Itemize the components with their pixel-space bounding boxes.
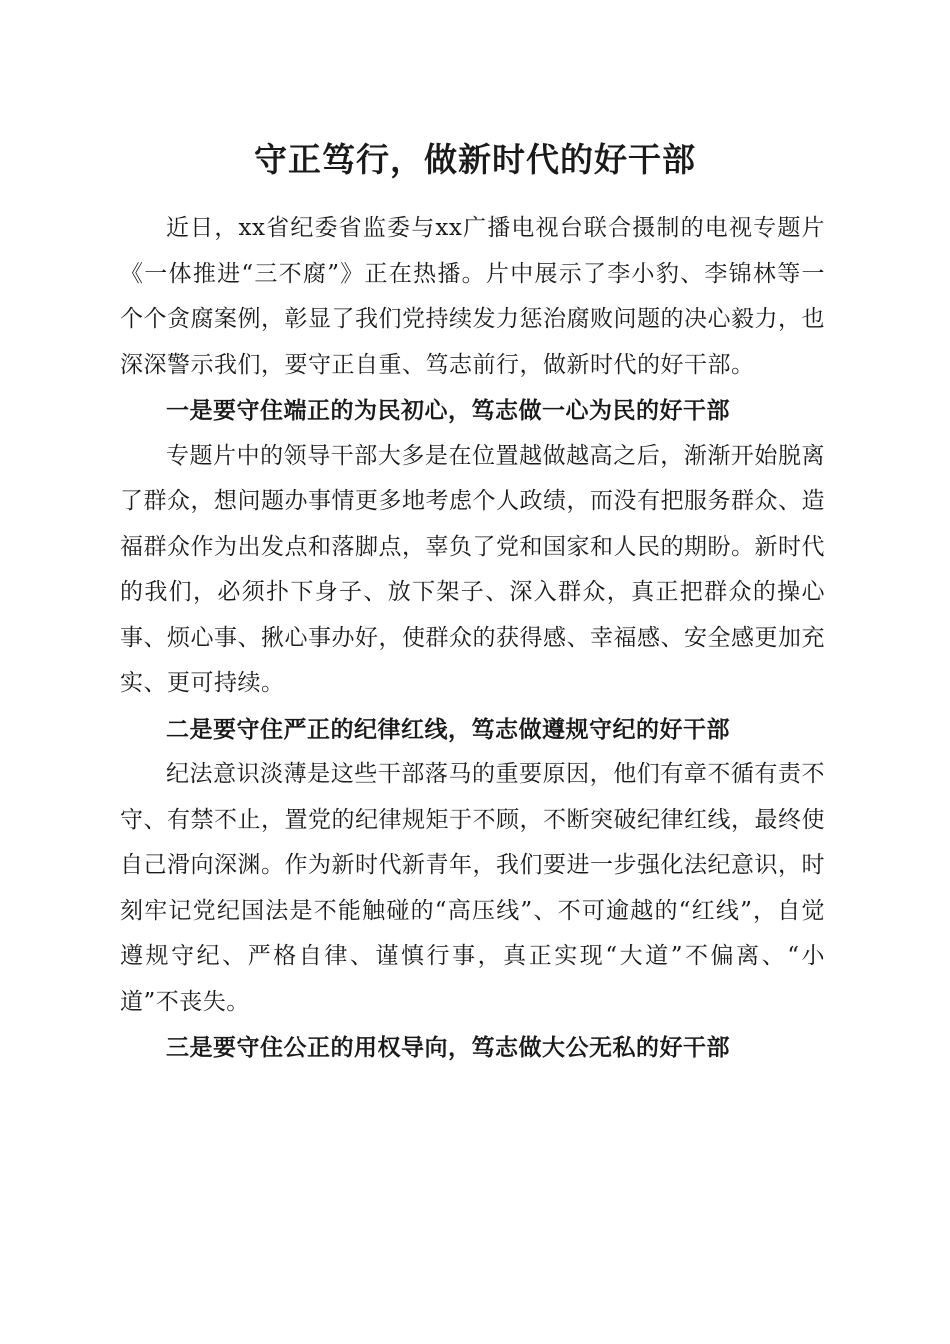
section-body-2: 纪法意识淡薄是这些干部落马的重要原因，他们有章不循有责不守、有禁不止，置党的纪律规矩于不顾，不断突破纪律红线，最终使自己滑向深渊。作为新时代新青年，我们要进一步强化法纪意识，时刻牢记党纪国法是不能触碰的“高压线”、不可逾越的“红线”，自觉遵规守纪、严格自律、谨慎行事，真正实现“大道”不偏离、“小道”不丧失。: [120, 761, 825, 1015]
section-heading-3: 三是要守住公正的用权导向，笃志做大公无私的好干部: [166, 1034, 730, 1061]
section-heading-2: 二是要守住严正的纪律红线，笃志做遵规守纪的好干部: [166, 715, 730, 743]
section-heading-1: 一是要守住端正的为民初心，笃志做一心为民的好干部: [166, 397, 730, 424]
document-body: [120, 206, 825, 1071]
section-body-1: 专题片中的领导干部大多是在位置越做越高之后，渐渐开始脱离了群众，想问题办事情更多地考虑个人政绩，而没有把服务群众、造福群众作为出发点和落脚点，辜负了党和国家和人民的期盼。新时代的我们，必须扑下身子、放下架子、深入群众，真正把群众的操心事、烦心事、揪心事办好，使群众的获得感、幸福感、安全感更加充实、更可持续。: [120, 442, 825, 696]
intro-paragraph: 近日，xx省纪委省监委与xx广播电视台联合摄制的电视专题片《一体推进“三不腐”》正在热播。片中展示了李小豹、李锦林等一个个贪腐案例，彰显了我们党持续发力惩治腐败问题的决心毅力，也深深警示我们，要守正自重、笃志前行，做新时代的好干部。: [120, 215, 825, 378]
document-title: 守正笃行，做新时代的好干部: [254, 140, 696, 179]
